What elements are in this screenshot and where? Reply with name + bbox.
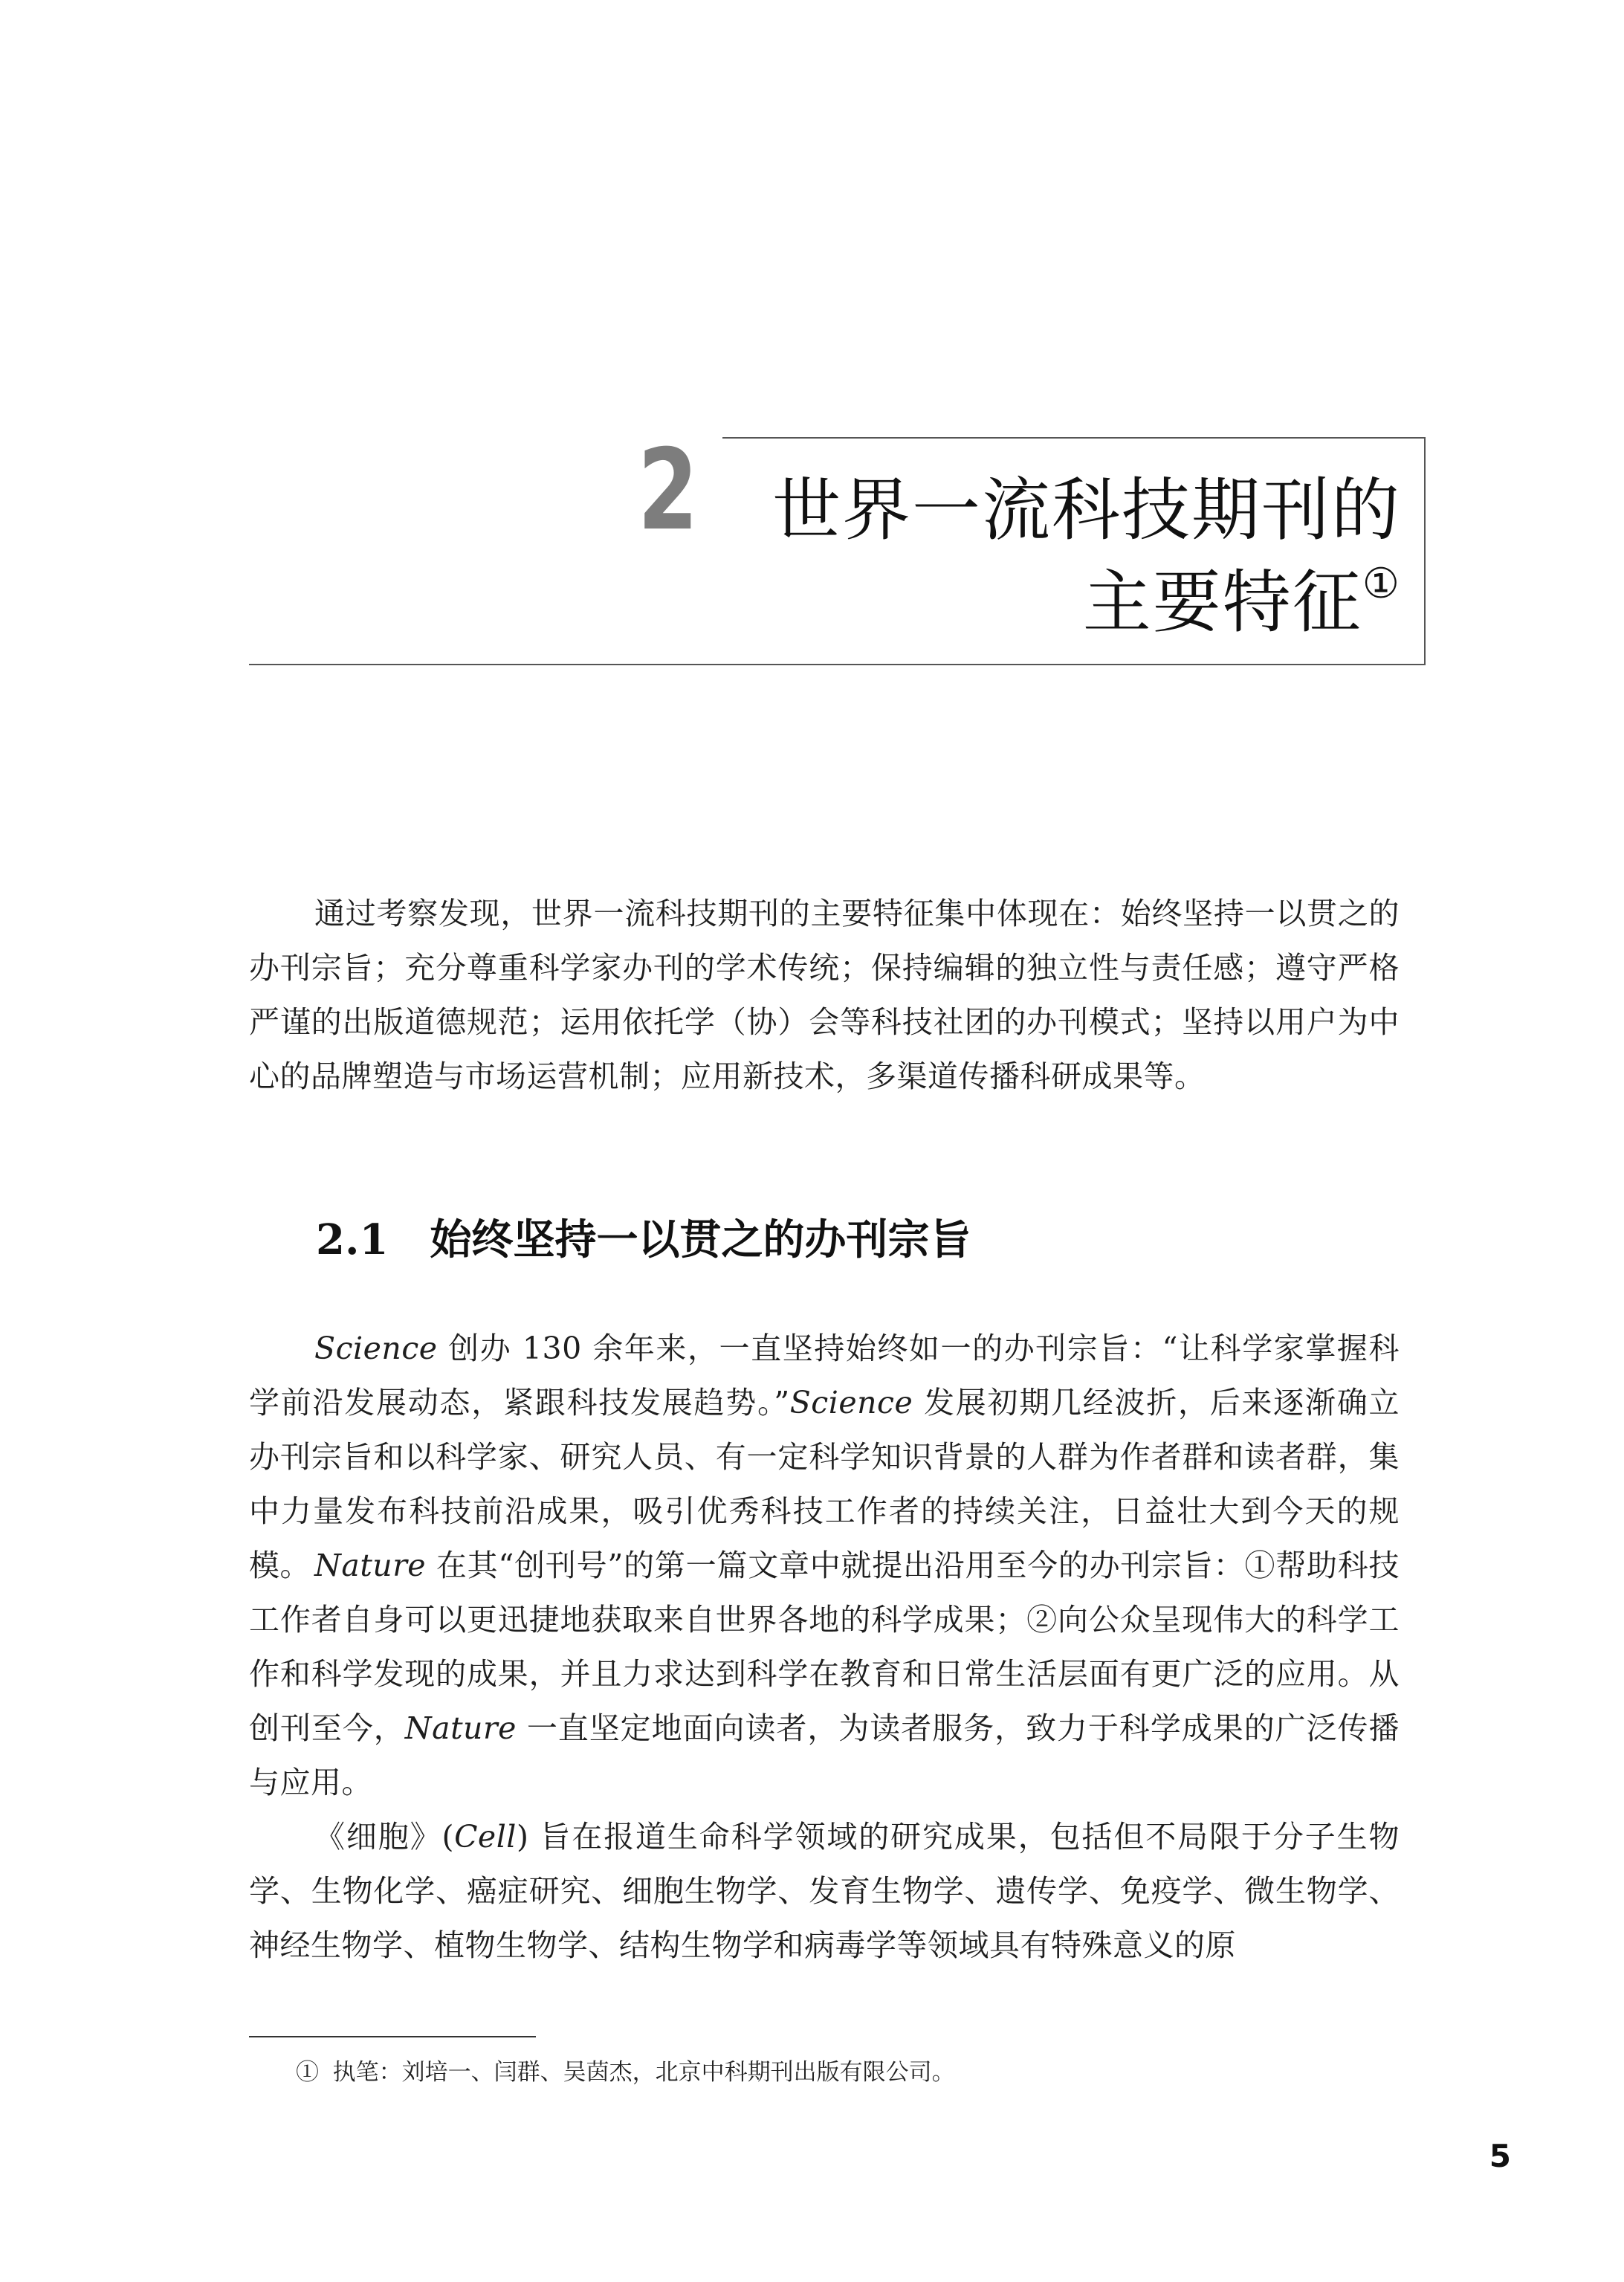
chapter-frame-bottom-rule (249, 664, 1426, 665)
journal-name-nature: Nature (404, 1710, 517, 1746)
chapter-title-line-1: 世界一流科技期刊的 (771, 471, 1401, 550)
footnote-rule (249, 2036, 536, 2037)
chapter-number: 2 (638, 426, 699, 555)
journal-name-science: Science (314, 1331, 438, 1366)
chapter-title-line-2 (583, 557, 1401, 649)
paragraph-nature-text-1: 在其“创刊号”的第一篇文章中就提出沿用至今的办刊宗旨：①帮助科技工作者自身可以更迅捷地获取来自世界各地的科学成果；②向公众呈现伟大的科学工作和科学发现的成果，并且力求达到科学在教育和日常生活层面有更广泛的应用。从创刊至今， (249, 1548, 1400, 1746)
footnote-reference[interactable]: ① (1362, 560, 1401, 608)
section-heading (316, 1210, 971, 1270)
chapter-frame-right-rule (1424, 437, 1426, 665)
section-title: 始终坚持一以贯之的办刊宗旨 (430, 1215, 971, 1264)
paragraph-cell (249, 1810, 1400, 1973)
chapter-title (583, 465, 1401, 649)
chapter-title-line-2-text: 主要特征 (1082, 563, 1362, 642)
footnote: ① 执笔：刘培一、闫群、吴茵杰，北京中科期刊出版有限公司。 (296, 2059, 955, 2086)
page-number: 5 (1489, 2138, 1511, 2174)
section-number: 2.1 (316, 1215, 389, 1264)
paragraph-nature-text-2: 一直坚定地面向读者，为读者服务，致力于科学成果的广泛传播与应用。 (249, 1710, 1400, 1800)
intro-paragraph: 通过考察发现，世界一流科技期刊的主要特征集中体现在：始终坚持一以贯之的办刊宗旨；充分尊重科学家办刊的学术传统；保持编辑的独立性与责任感；遵守严格严谨的出版道德规范；运用依托学（协）会等科技社团的办刊模式；坚持以用户为中心的品牌塑造与市场运营机制；应用新技术，多渠道传播科研成果等。 (249, 896, 1400, 1094)
journal-name-nature: Nature (314, 1548, 427, 1583)
journal-name-cell: Cell (454, 1819, 517, 1855)
paragraph-science-text-2: 发展初期几经波折，后来逐渐确立办刊宗旨和以科学家、研究人员、有一定科学知识背景的人群为作者群和读者群，集中力量发布科技前沿成果，吸引优秀科技工作者的持续关注，日益壮大到今天的规模。 (249, 1385, 1400, 1583)
chapter-frame-top-rule (722, 437, 1424, 439)
paragraph-cell-text-1: 《细胞》( (314, 1819, 455, 1855)
journal-name-science: Science (789, 1385, 913, 1420)
paragraph-cell-text-2: ) 旨在报道生命科学领域的研究成果，包括但不局限于分子生物学、生物化学、癌症研究、细胞生物学、发育生物学、遗传学、免疫学、微生物学、神经生物学、植物生物学、结构生物学和病毒学等领域具有特殊意义的原 (249, 1819, 1400, 1963)
paragraph-science-text-1: 创办 130 余年来，一直坚持始终如一的办刊宗旨：“让科学家掌握科学前沿发展动态，紧跟科技发展趋势。” (249, 1331, 1400, 1420)
paragraph-nature (249, 1539, 1400, 1810)
